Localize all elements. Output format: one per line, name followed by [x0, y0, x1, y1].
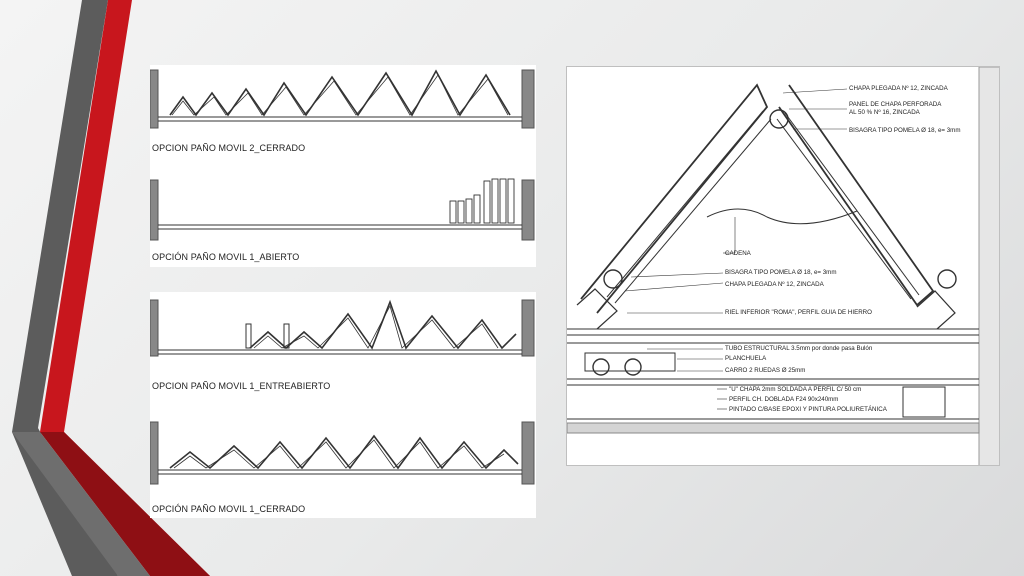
wall-hatched — [979, 67, 1000, 466]
note-planchuela: PLANCHUELA — [725, 355, 767, 362]
drawing-cerrado-abierto — [150, 65, 536, 267]
note-perfil: PERFIL CH. DOBLADA F24 90x240mm — [729, 396, 839, 403]
note-panel-perforada: PANEL DE CHAPA PERFORADA — [849, 101, 942, 108]
hinge-right — [938, 270, 956, 288]
note-pintado: PINTADO C/BASE EPOXI Y PINTURA POLIURETÁNICA — [729, 406, 887, 413]
carriage — [585, 353, 675, 371]
truss-cerrado-1 — [170, 436, 518, 468]
folded-panel-a — [246, 324, 251, 348]
wall-right — [522, 70, 534, 128]
a-frame-left — [581, 85, 767, 313]
note-al-50: AL 50 % Nº 16, ZINCADA — [849, 109, 920, 116]
base-profile — [567, 423, 979, 433]
caption-cerrado-1: OPCIÓN PAÑO MOVIL 1_CERRADO — [152, 504, 306, 514]
drawing-entreabierto-cerrado — [150, 292, 536, 518]
wheel-2 — [625, 359, 641, 375]
note-chapa-plegada-2: CHAPA PLEGADA Nº 12, ZINCADA — [725, 281, 824, 288]
caption-cerrado-2: OPCION PAÑO MOVIL 2_CERRADO — [152, 143, 306, 153]
note-riel-inferior: RIEL INFERIOR "ROMA", PERFIL GUIA DE HIERRO — [725, 309, 872, 316]
wall-left — [150, 70, 158, 128]
note-bisagra-2: BISAGRA TIPO POMELA Ø 18, e= 3mm — [725, 269, 837, 276]
panel-detalle-constructivo — [566, 66, 1000, 466]
note-chapa-plegada-1: CHAPA PLEGADA Nº 12, ZINCADA — [849, 85, 948, 92]
note-u-chapa: "U" CHAPA 2mm SOLDADA A PERFIL C/ 50 cm — [729, 386, 862, 393]
truss-top — [170, 71, 510, 115]
note-carro: CARRO 2 RUEDAS Ø 25mm — [725, 367, 806, 374]
u-profile — [903, 387, 945, 417]
note-bisagra-1: BISAGRA TIPO POMELA Ø 18, e= 3mm — [849, 127, 961, 134]
panel-cerrado-abierto — [150, 65, 536, 267]
hinge-top — [770, 110, 788, 128]
stacked-panels — [450, 179, 514, 223]
caption-abierto-1: OPCIÓN PAÑO MOVIL 1_ABIERTO — [152, 252, 300, 262]
note-tubo-estructural: TUBO ESTRUCTURAL 3.5mm por donde pasa Bulón — [725, 345, 873, 352]
wall-right-2 — [522, 180, 534, 240]
panel-entreabierto-cerrado — [150, 292, 536, 518]
caption-entreabierto-1: OPCION PAÑO MOVIL 1_ENTREABIERTO — [152, 381, 331, 391]
wheel-1 — [593, 359, 609, 375]
truss-entreabierto — [250, 302, 516, 348]
note-cadena: CADENA — [725, 250, 751, 257]
wall-left-2 — [150, 180, 158, 240]
hinge-left — [604, 270, 622, 288]
chain — [707, 209, 857, 224]
